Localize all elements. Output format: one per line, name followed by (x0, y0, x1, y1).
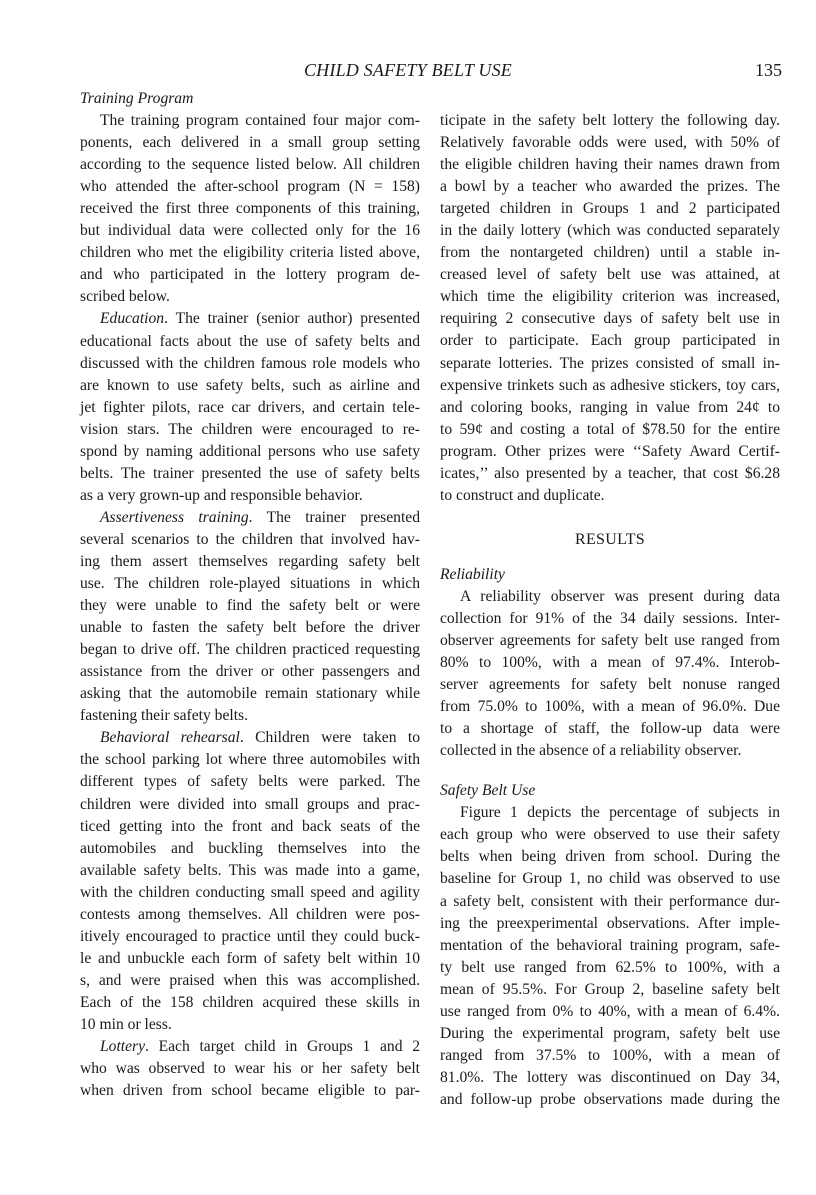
text-line: who was observed to wear his or her safety belt (80, 1060, 420, 1078)
text-line: to 59¢ and costing a total of $78.50 for the entire (440, 420, 780, 438)
text-line: which time the eligibility criterion was increased, (440, 288, 780, 306)
text-line: 80% to 100%, with a mean of 97.4%. Interob- (440, 654, 780, 672)
text-line: ticipate in the safety belt lottery the following day. (440, 112, 780, 129)
text-line: as a very grown-up and responsible behavior. (80, 486, 363, 504)
text-line: scribed below. (80, 288, 170, 306)
text-line: mean of 95.5%. For Group 2, baseline safety belt (440, 980, 780, 998)
text-line: use ranged from 0% to 40%, with a mean of 6.4%. (440, 1002, 780, 1020)
text-line: spond by naming additional persons who use safety (80, 442, 420, 460)
run-in-title-education: Education (100, 310, 165, 328)
text-line: itively encouraged to practice until they could buck- (80, 927, 420, 945)
paragraph-behavioral-rehearsal (80, 727, 420, 1036)
text-line: in the daily lottery (which was conducted separately (440, 222, 780, 240)
text-line: each group who were observed to use their safety (440, 826, 780, 844)
text-line: vision stars. The children were encouraged to re- (80, 420, 420, 438)
text-line: jet fighter pilots, race car drivers, and certain tele- (80, 398, 420, 416)
text-line: children were divided into small groups and prac- (80, 795, 420, 813)
text-line: 81.0%. The lottery was discontinued on Day 34, (440, 1068, 780, 1086)
text-line: ing them assert themselves regarding safety belt (80, 552, 420, 570)
text-line: automobiles and buckling themselves into the (80, 839, 420, 857)
text-line: s, and were praised when this was accomplished. (80, 971, 420, 989)
text-line: The training program contained four major com- (100, 112, 420, 130)
text-line: to a shortage of staff, the follow-up data were (440, 720, 780, 738)
text-line: Behavioral rehearsal. Children were taken to (100, 729, 420, 747)
text-line: Relatively favorable odds were used, with 50% of (440, 134, 780, 152)
text-line: A reliability observer was present during data (460, 587, 780, 605)
paragraph-lottery (80, 1036, 420, 1102)
paragraph-training-program (80, 110, 420, 308)
text-line: use. The children role-played situations in which (80, 575, 420, 593)
text-line: During the experimental program, safety belt use (440, 1024, 780, 1042)
paragraph-assertiveness-training (80, 507, 420, 727)
text-line: 10 min or less. (80, 1015, 172, 1033)
text-line: the school parking lot where three automobiles with (80, 751, 420, 769)
text-line: ty belt use ranged from 62.5% to 100%, with a (440, 958, 780, 976)
text-line: different types of safety belts were parked. The (80, 773, 420, 791)
running-head (0, 58, 816, 84)
text-line: Each of the 158 children acquired these skills in (80, 993, 420, 1011)
text-line: collected in the absence of a reliability observer. (440, 742, 742, 760)
text-line: Assertiveness training. The trainer presented (100, 508, 420, 526)
text-line: ranged from 37.5% to 100%, with a mean of (440, 1046, 780, 1064)
text-line: mentation of the behavioral training program, safe- (440, 936, 780, 954)
text-line: icates,’’ also presented by a teacher, that cost $6.28 (440, 464, 780, 482)
text-line: and follow-up probe observations made during the (440, 1090, 780, 1108)
text-line: when driven from school became eligible to par- (80, 1082, 420, 1100)
running-title: CHILD SAFETY BELT USE (303, 60, 513, 80)
text-line: educational facts about the use of safety belts and (80, 332, 420, 350)
text-line: a safety belt, consistent with their performance dur- (440, 892, 780, 910)
column-top-spacer (440, 88, 780, 110)
text-line: assistance from the driver or other passengers and (80, 663, 420, 681)
text-line: belts when being driven from school. During the (440, 848, 780, 866)
text-line: collection for 91% of the 34 daily sessions. Inter- (440, 609, 780, 627)
text-line: they were unable to find the safety belt or were (80, 597, 420, 615)
section-spacer (440, 762, 780, 780)
text-line: a bowl by a teacher who awarded the prizes. The (440, 178, 780, 196)
text-line: Figure 1 depicts the percentage of subjects in (460, 804, 780, 822)
text-line: fastening their safety belts. (80, 707, 249, 725)
text-line: contests among themselves. All children were pos- (80, 905, 420, 923)
text-line: from the nontargeted children) until a stable in- (440, 244, 780, 262)
text-line: order to participate. Each group participated in (440, 332, 780, 350)
text-line: received the first three components of this training, (80, 200, 420, 218)
text-line: separate lotteries. The prizes consisted of small in- (440, 354, 780, 372)
text-line: and who participated in the lottery program de- (80, 266, 420, 284)
text-line: available safety belts. This was made into a game, (80, 861, 420, 879)
text-line: targeted children in Groups 1 and 2 participated (440, 200, 780, 218)
text-line: began to drive off. The children practiced requesting (80, 641, 420, 659)
text-line: le and unbuckle each form of safety belt within 10 (80, 949, 420, 967)
text-line: from 75.0% to 100%, with a mean of 96.0%. Due (440, 698, 780, 716)
text-line: baseline for Group 1, no child was observed to use (440, 870, 780, 888)
subheading-training-program: Training Program (80, 90, 194, 107)
text-line: requiring 2 consecutive days of safety belt use in (440, 310, 780, 328)
text-line: and coloring books, ranging in value from 24¢ to (440, 398, 780, 416)
text-line: expensive trinkets such as adhesive stickers, toy cars, (440, 376, 780, 394)
text-line: according to the sequence listed below. All children (80, 156, 420, 174)
paragraph-education (80, 308, 420, 506)
run-in-title-assertiveness: Assertiveness training (100, 508, 249, 526)
left-column (80, 88, 420, 1102)
text-line: server agreements for safety belt nonuse ranged (440, 676, 780, 694)
text-line: unable to fasten the safety belt before the driver (80, 619, 420, 637)
text-line: Education. The trainer (senior author) presented (100, 310, 420, 328)
text-line: but individual data were collected only for the 16 (80, 222, 420, 240)
run-in-title-lottery: Lottery (100, 1038, 146, 1056)
text-line: observer agreements for safety belt use ranged from (440, 631, 780, 649)
text-line: asking that the automobile remain stationary while (80, 685, 420, 703)
text-line: with the children conducting small speed and agility (80, 883, 420, 901)
text-line: are known to use safety belts, such as airline and (80, 376, 420, 394)
paragraph-lottery-continued (440, 110, 780, 507)
subheading-safety-belt-use: Safety Belt Use (440, 782, 536, 800)
subheading-reliability: Reliability (440, 565, 505, 583)
text-line: belts. The trainer presented the use of safety belts (80, 464, 420, 482)
page-number: 135 (755, 60, 782, 80)
section-heading-results: RESULTS (575, 530, 645, 548)
text-line: creased level of safety belt use was attained, at (440, 266, 780, 284)
text-line: ponents, each delivered in a small group setting (80, 134, 420, 152)
text-line: children who met the eligibility criteria listed above, (80, 244, 420, 262)
text-line: several scenarios to the children that involved hav- (80, 530, 420, 548)
paragraph-safety-belt-use (440, 802, 780, 1111)
text-line: to construct and duplicate. (440, 486, 605, 504)
text-line: program. Other prizes were ‘‘Safety Award Certif- (440, 442, 780, 460)
right-column (440, 88, 780, 1111)
text-line: ing the preexperimental observations. After imple- (440, 914, 780, 932)
run-in-title-behavioral-rehearsal: Behavioral rehearsal (100, 729, 240, 747)
text-line: the eligible children having their names drawn from (440, 156, 780, 174)
text-line: Lottery. Each target child in Groups 1 and 2 (100, 1038, 420, 1056)
text-line: discussed with the children famous role models who (80, 354, 420, 372)
text-line: who attended the after-school program (N = 158) (80, 178, 420, 196)
paragraph-reliability (440, 586, 780, 762)
text-line: ticed getting into the front and back seats of the (80, 817, 420, 835)
